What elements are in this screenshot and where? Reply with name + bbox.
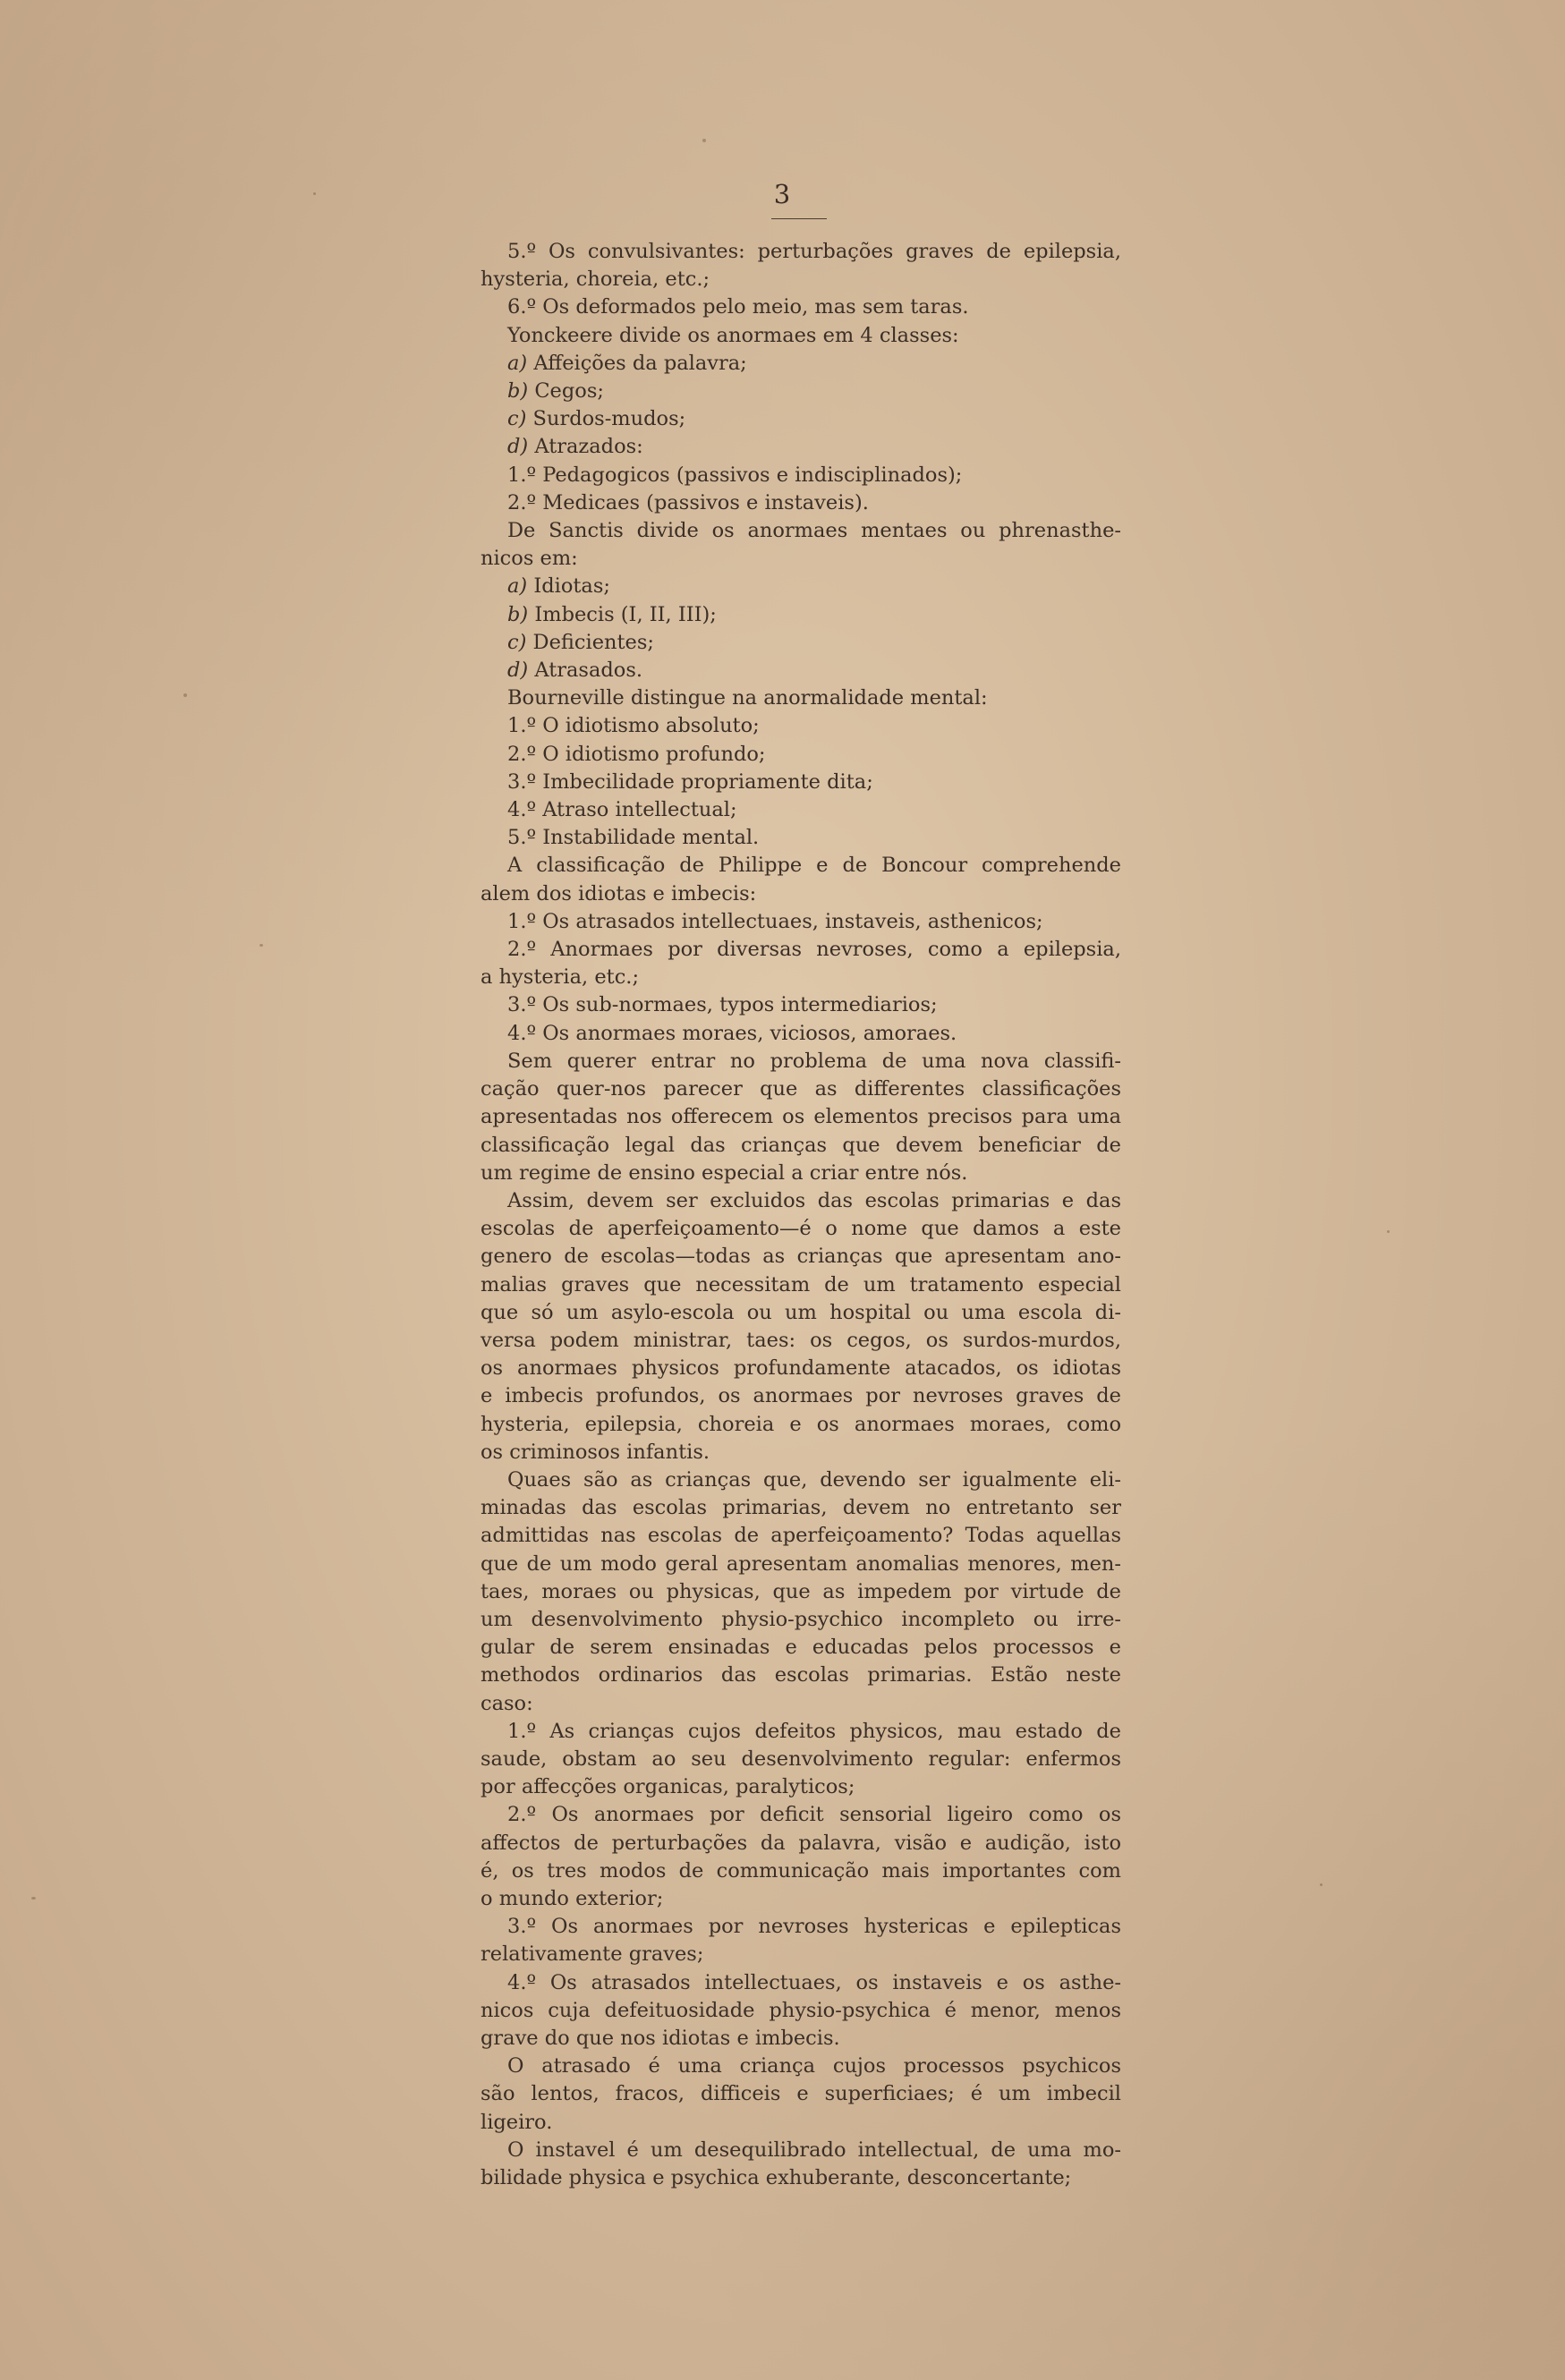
paper-speck (313, 192, 316, 195)
text-line (481, 769, 1121, 796)
text-line (481, 1857, 1121, 1885)
text-line (481, 1773, 1121, 1801)
text-line (481, 433, 1121, 461)
line-text: Surdos-mudos; (526, 407, 686, 431)
text-line (481, 1494, 1121, 1522)
text-line (481, 1075, 1121, 1103)
line-text: affectos de perturbações da palavra, visão e audição, isto (481, 1831, 1121, 1855)
line-text: Deficientes; (526, 630, 654, 654)
text-line (481, 238, 1121, 266)
text-line (481, 2137, 1121, 2164)
text-line (481, 1997, 1121, 2025)
text-line (481, 1271, 1121, 1299)
line-text: o mundo exterior; (481, 1886, 664, 1910)
paper-speck (1320, 1883, 1323, 1886)
line-text: 3.º Imbecilidade propriamente dita; (507, 769, 873, 794)
text-line (481, 796, 1121, 824)
line-text: um desenvolvimento physio-psychico incompleto ou irre- (481, 1607, 1121, 1631)
line-text: os criminosos infantis. (481, 1440, 710, 1464)
line-text: genero de escolas—todas as crianças que apresentam ano- (481, 1245, 1121, 1269)
line-text: Cegos; (528, 379, 604, 404)
line-text: 2.º O idiotismo profundo; (507, 742, 766, 766)
text-line (481, 2025, 1121, 2053)
line-text: 2.º Anormaes por diversas nevroses, como a epilepsia, (507, 938, 1121, 962)
line-text: A classificação de Philippe e de Boncour comprehende (507, 854, 1121, 878)
text-line (481, 684, 1121, 712)
text-line (481, 1746, 1121, 1773)
text-line (481, 350, 1121, 378)
page-number-rule (771, 218, 827, 219)
line-text: Assim, devem ser excluidos das escolas primarias e das (507, 1188, 1121, 1212)
text-line (481, 1662, 1121, 1689)
text-line (481, 824, 1121, 852)
line-text: 1.º Os atrasados intellectuaes, instaveis, asthenicos; (507, 909, 1043, 933)
line-text: apresentadas nos offerecem os elementos precisos para uma (481, 1105, 1121, 1129)
text-line (481, 1355, 1121, 1382)
text-line (481, 1411, 1121, 1439)
line-text: bilidade physica e psychica exhuberante, desconcertante; (481, 2166, 1072, 2190)
line-text: Bourneville distingue na anormalidade mental: (507, 686, 988, 710)
text-line (481, 1578, 1121, 1606)
line-text: por affecções organicas, paralyticos; (481, 1775, 855, 1799)
paper-speck (183, 693, 187, 697)
paper-speck (702, 139, 706, 142)
line-text: 2.º Os anormaes por deficit sensorial ligeiro como os (507, 1803, 1121, 1827)
text-line (481, 1187, 1121, 1215)
line-text: taes, moraes ou physicas, que as impedem por virtude de (481, 1579, 1121, 1603)
text-line (481, 1103, 1121, 1131)
line-text: Yonckeere divide os anormaes em 4 classes: (507, 323, 959, 347)
paper-speck (1387, 1230, 1390, 1233)
text-line (481, 1215, 1121, 1243)
text-line (481, 545, 1121, 573)
text-line (481, 880, 1121, 908)
line-text: Imbecis (I, II, III); (528, 602, 717, 626)
text-line (481, 266, 1121, 293)
list-label: a) (507, 574, 528, 599)
text-line (481, 1382, 1121, 1410)
line-text: 3.º Os anormaes por nevroses hystericas e epilepticas (507, 1915, 1121, 1939)
text-line (481, 1020, 1121, 1048)
list-label: c) (507, 407, 527, 431)
text-line (481, 908, 1121, 936)
line-text: 5.º Instabilidade mental. (507, 826, 760, 850)
line-text: O atrasado é uma criança cujos processos psychicos (507, 2054, 1121, 2078)
line-text: Idiotas; (527, 574, 610, 599)
line-text: malias graves que necessitam de um tratamento especial (481, 1272, 1121, 1296)
list-label: a) (507, 351, 528, 375)
line-text: relativamente graves; (481, 1942, 704, 1967)
line-text: gular de serem ensinadas e educadas pelos processos e (481, 1636, 1121, 1660)
text-line (481, 517, 1121, 545)
text-line (481, 378, 1121, 405)
text-line (481, 1941, 1121, 1968)
text-line (481, 1969, 1121, 1997)
text-line (481, 1132, 1121, 1160)
line-text: Affeições da palavra; (527, 351, 747, 375)
text-line (481, 1243, 1121, 1271)
text-line (481, 1913, 1121, 1941)
line-text: um regime de ensino especial a criar entre nós. (481, 1160, 968, 1185)
line-text: Sem querer entrar no problema de uma nova classifi- (507, 1049, 1121, 1073)
text-line (481, 2164, 1121, 2192)
text-line (481, 991, 1121, 1019)
paper-speck (259, 944, 263, 947)
line-text: De Sanctis divide os anormaes mentaes ou phrenasthe- (507, 519, 1121, 543)
line-text: minadas das escolas primarias, devem no entretanto ser (481, 1496, 1121, 1520)
line-text: 6.º Os deformados pelo meio, mas sem taras. (507, 295, 969, 319)
text-line (481, 1830, 1121, 1857)
line-text: e imbecis profundos, os anormaes por nevroses graves de (481, 1384, 1121, 1408)
text-line (481, 601, 1121, 629)
list-label: c) (507, 630, 527, 654)
text-line (481, 1160, 1121, 1187)
line-text: 4.º Os anormaes moraes, viciosos, amoraes. (507, 1021, 957, 1045)
text-line (481, 2109, 1121, 2137)
line-text: nicos em: (481, 547, 578, 571)
text-line (481, 1466, 1121, 1494)
line-text: 5.º Os convulsivantes: perturbações graves de epilepsia, (507, 240, 1121, 263)
text-line (481, 936, 1121, 964)
line-text: alem dos idiotas e imbecis: (481, 881, 757, 905)
line-text: versa podem ministrar, taes: os cegos, os surdos-murdos, (481, 1328, 1121, 1352)
text-line (481, 1885, 1121, 1913)
line-text: 4.º Atraso intellectual; (507, 798, 737, 822)
text-line (481, 712, 1121, 740)
text-line (481, 489, 1121, 517)
text-line (481, 1606, 1121, 1634)
paper-speck (31, 1897, 36, 1900)
text-line (481, 1327, 1121, 1355)
text-line (481, 1690, 1121, 1718)
line-text: hysteria, epilepsia, choreia e os anormaes moraes, como (481, 1412, 1121, 1436)
text-line (481, 629, 1121, 657)
text-line (481, 1551, 1121, 1578)
line-text: methodos ordinarios das escolas primarias. Estão neste (481, 1663, 1121, 1687)
line-text: O instavel é um desequilibrado intellectual, de uma mo- (507, 2138, 1121, 2162)
text-line (481, 2053, 1121, 2080)
line-text: é, os tres modos de communicação mais importantes com (481, 1858, 1121, 1883)
line-text: escolas de aperfeiçoamento—é o nome que damos a este (481, 1217, 1121, 1241)
text-line (481, 964, 1121, 991)
line-text: Atrasados. (528, 659, 643, 683)
text-line (481, 1522, 1121, 1550)
text-line (481, 2080, 1121, 2108)
line-text: nicos cuja defeituosidade physio-psychica é menor, menos (481, 1998, 1121, 2022)
line-text: 1.º As crianças cujos defeitos physicos, mau estado de (507, 1719, 1121, 1743)
text-line (481, 1634, 1121, 1662)
line-text: saude, obstam ao seu desenvolvimento regular: enfermos (481, 1747, 1121, 1771)
text-line (481, 1299, 1121, 1327)
text-line (481, 741, 1121, 769)
text-line (481, 1439, 1121, 1466)
body-text (481, 238, 1121, 2192)
list-label: d) (507, 435, 529, 459)
text-line (481, 1801, 1121, 1829)
line-text: 1.º Pedagogicos (passivos e indisciplinados); (507, 463, 963, 487)
list-label: b) (507, 379, 529, 404)
line-text: os anormaes physicos profundamente atacados, os idiotas (481, 1356, 1121, 1381)
list-label: b) (507, 602, 529, 626)
line-text: a hysteria, etc.; (481, 965, 640, 990)
line-text: admittidas nas escolas de aperfeiçoamento? Todas aquellas (481, 1524, 1121, 1548)
line-text: são lentos, fracos, difficeis e superficiaes; é um imbecil (481, 2082, 1121, 2106)
text-line (481, 462, 1121, 489)
line-text: hysteria, choreia, etc.; (481, 268, 710, 292)
line-text: cação quer-nos parecer que as differentes classificações (481, 1077, 1121, 1101)
line-text: 1.º O idiotismo absoluto; (507, 714, 760, 738)
line-text: Atrazados: (528, 435, 643, 459)
text-line (481, 405, 1121, 433)
text-line (481, 573, 1121, 600)
line-text: ligeiro. (481, 2110, 553, 2134)
line-text: 3.º Os sub-normaes, typos intermediarios; (507, 993, 938, 1017)
text-line (481, 1048, 1121, 1075)
line-text: caso: (481, 1691, 533, 1715)
line-text: que só um asylo-escola ou um hospital ou uma escola di- (481, 1300, 1121, 1324)
text-line (481, 657, 1121, 684)
line-text: grave do que nos idiotas e imbecis. (481, 2027, 840, 2050)
line-text: 4.º Os atrasados intellectuaes, os instaveis e os asthe- (507, 1970, 1121, 1994)
line-text: que de um modo geral apresentam anomalias menores, men- (481, 1551, 1121, 1576)
list-label: d) (507, 659, 529, 683)
text-line (481, 1718, 1121, 1746)
line-text: Quaes são as crianças que, devendo ser igualmente eli- (507, 1467, 1121, 1492)
text-line (481, 322, 1121, 350)
page-number: 3 (773, 179, 792, 209)
text-line (481, 293, 1121, 321)
text-line (481, 852, 1121, 880)
line-text: 2.º Medicaes (passivos e instaveis). (507, 490, 869, 514)
line-text: classificação legal das crianças que devem beneficiar de (481, 1133, 1121, 1157)
